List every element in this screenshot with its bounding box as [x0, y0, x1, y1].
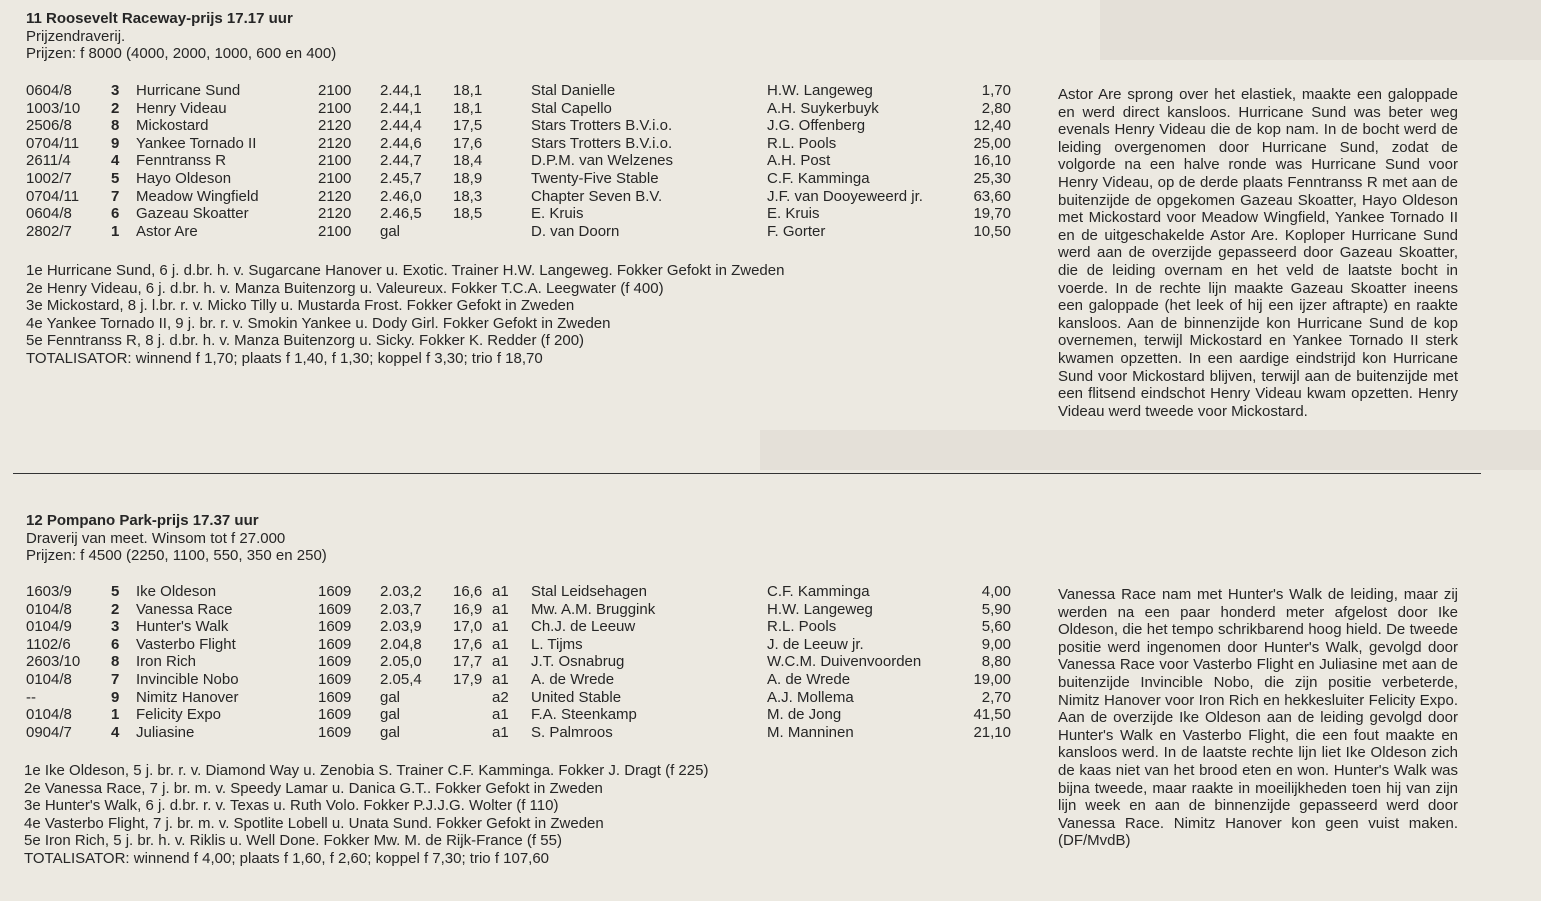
km-time: 17,6: [453, 635, 483, 653]
start-number: 9: [111, 134, 120, 152]
driver-name: A. de Wrede: [767, 671, 851, 688]
form-column: 0104/8: [26, 671, 72, 688]
race-title: 11 Roosevelt Raceway-prijs 17.17 uur: [26, 10, 293, 27]
driver-name: R.L. Pools: [767, 134, 837, 152]
result-row: [26, 706, 1026, 724]
result-row: [26, 82, 1026, 100]
result-row: [26, 671, 1026, 689]
result-row: [26, 689, 1026, 707]
owner-name: D. van Doorn: [531, 222, 620, 240]
horse-name: Henry Videau: [136, 99, 227, 117]
race-11-details: [26, 262, 784, 367]
class: a1: [492, 706, 509, 724]
odds: 19,00: [973, 671, 1011, 688]
form-column: 1102/6: [26, 635, 71, 653]
km-time: 16,6: [453, 583, 483, 600]
finish-time: 2.03,2: [380, 583, 422, 600]
distance: 2120: [318, 134, 352, 152]
race-subtitle: Draverij van meet. Winsom tot f 27.000: [26, 530, 286, 547]
owner-name: Stal Danielle: [531, 82, 616, 99]
start-number: 9: [111, 688, 120, 706]
form-column: 0604/8: [26, 205, 72, 223]
driver-name: M. Manninen: [767, 723, 854, 741]
odds: 12,40: [973, 117, 1011, 135]
placing-detail: 4e Yankee Tornado II, 9 j. br. r. v. Smokin Yankee u. Dody Girl. Fokker Gefokt in Zweden: [26, 314, 611, 332]
class: a1: [492, 653, 509, 671]
start-number: 6: [111, 635, 120, 653]
placing-detail: 1e Ike Oldeson, 5 j. br. r. v. Diamond Way u. Zenobia S. Trainer C.F. Kamminga. Fokker J. Dragt (f 225): [24, 762, 709, 779]
result-row: [26, 583, 1026, 601]
race-12-section: [26, 512, 1526, 564]
form-column: 2611/4: [26, 152, 71, 170]
start-number: 1: [111, 222, 120, 240]
form-column: 0104/9: [26, 618, 72, 636]
km-time: 18,1: [453, 82, 483, 99]
placing-detail: 5e Iron Rich, 5 j. br. h. v. Riklis u. Well Done. Fokker Mw. M. de Rijk-France (f 55): [24, 832, 562, 849]
form-column: 1003/10: [26, 99, 81, 117]
race-prizes: Prijzen: f 8000 (4000, 2000, 1000, 600 en 400): [26, 45, 337, 62]
form-column: 0904/7: [26, 723, 72, 741]
page-bleed-through: [760, 430, 1541, 470]
start-number: 2: [111, 600, 120, 618]
km-time: 18,5: [453, 205, 483, 223]
result-row: [26, 223, 1026, 241]
finish-time: 2.44,1: [380, 99, 422, 117]
horse-name: Mickostard: [136, 117, 209, 135]
owner-name: United Stable: [531, 688, 622, 706]
placing-detail: 2e Vanessa Race, 7 j. br. m. v. Speedy Lamar u. Danica G.T.. Fokker Gefokt in Zweden: [24, 779, 603, 797]
horse-name: Ike Oldeson: [136, 583, 217, 600]
finish-time: gal: [380, 723, 401, 741]
form-column: 0604/8: [26, 82, 72, 99]
race-subtitle: Prijzendraverij.: [26, 28, 126, 45]
driver-name: A.H. Post: [767, 152, 831, 170]
finish-time: 2.05,4: [380, 671, 422, 688]
driver-name: A.J. Mollema: [767, 688, 854, 706]
distance: 2100: [318, 222, 352, 240]
form-column: 0704/11: [26, 187, 80, 205]
placing-detail: 2e Henry Videau, 6 j. d.br. h. v. Manza Buitenzorg u. Valeureux. Fokker T.C.A. Leegwater (f 400): [26, 279, 664, 297]
horse-name: Invincible Nobo: [136, 671, 239, 688]
owner-name: S. Palmroos: [531, 723, 613, 741]
start-number: 8: [111, 653, 120, 671]
driver-name: J. de Leeuw jr.: [767, 635, 864, 653]
driver-name: J.G. Offenberg: [767, 117, 866, 135]
placing-detail: 3e Hunter's Walk, 6 j. d.br. r. v. Texas u. Ruth Volo. Fokker P.J.J.G. Wolter (f 110): [24, 797, 559, 814]
finish-time: 2.03,9: [380, 618, 422, 636]
placing-detail: 5e Fenntranss R, 8 j. d.br. h. v. Manza Buitenzorg u. Sicky. Fokker K. Redder (f 200): [26, 332, 585, 349]
distance: 1609: [318, 583, 352, 600]
odds: 2,70: [981, 688, 1011, 706]
placing-detail: 3e Mickostard, 8 j. l.br. r. v. Micko Tilly u. Mustarda Frost. Fokker Gefokt in Zweden: [26, 297, 575, 314]
owner-name: F.A. Steenkamp: [531, 706, 637, 724]
driver-name: J.F. van Dooyeweerd jr.: [767, 187, 923, 205]
result-row: [26, 100, 1026, 118]
driver-name: W.C.M. Duivenvoorden: [767, 653, 922, 671]
horse-name: Vasterbo Flight: [136, 635, 236, 653]
km-time: 17,5: [453, 117, 483, 135]
km-time: 17,0: [453, 618, 483, 636]
km-time: 18,4: [453, 152, 483, 170]
race-title: 12 Pompano Park-prijs 17.37 uur: [26, 512, 259, 529]
result-row: [26, 117, 1026, 135]
odds: 8,80: [981, 653, 1011, 671]
placing-detail: 4e Vasterbo Flight, 7 j. br. m. v. Spotlite Lobell u. Unata Sund. Fokker Gefokt in Zweden: [24, 814, 604, 832]
class: a1: [492, 723, 509, 741]
race-11-report: Astor Are sprong over het elastiek, maakte een galoppade en werd direct kansloos. Hurricane Sund was beter weg evenals Henry Videau die de kop nam. In de bocht werd de leiding overgenomen door Hurricane Sund, zodat de volgorde na een halve ronde was Hurricane Sund voor Henry Videau, op de derde plaats Fenntranss R met aan de buitenzijde de opgekomen Gazeau Skoatter, Hayo Oldeson met Mickostard voor Meadow Wingfield, Yankee Tornado II en de uitgeschakelde Astor Are. Koploper Hurricane Sund werd aan de overzijde gepasseerd door Gazeau Skoatter, die de leiding overnam en het veld de laatste bocht in voerde. In de rechte lijn maakte Gazeau Skoatter ineens een galoppade (het leek of hij een ijzer aftrapte) en raakte kansloos. Aan de binnenzijde kon Hurricane Sund de kop overnemen, terwijl Mickostard en Yankee Tornado II sterk kwamen opzetten. In een aardige eindstrijd kon Hurricane Sund voor Mickostard blijven, terwijl aan de buitenzijde met een flitsend eindschot Henry Videau kwam opzetten. Henry Videau werd tweede voor Mickostard.: [1058, 86, 1458, 420]
form-column: 2802/7: [26, 222, 72, 240]
start-number: 6: [111, 205, 120, 223]
owner-name: E. Kruis: [531, 205, 584, 223]
class: a1: [492, 671, 509, 688]
race-11-section: [26, 10, 1526, 62]
form-column: 2603/10: [26, 653, 81, 671]
odds: 41,50: [973, 706, 1011, 724]
horse-name: Gazeau Skoatter: [136, 205, 249, 223]
owner-name: A. de Wrede: [531, 671, 615, 688]
form-column: 1603/9: [26, 583, 72, 600]
distance: 2120: [318, 205, 352, 223]
result-row: [26, 618, 1026, 636]
distance: 2120: [318, 187, 352, 205]
section-divider: [13, 473, 1481, 474]
driver-name: F. Gorter: [767, 222, 826, 240]
horse-name: Vanessa Race: [136, 600, 233, 618]
start-number: 7: [111, 671, 120, 688]
driver-name: C.F. Kamminga: [767, 170, 870, 187]
distance: 2100: [318, 99, 352, 117]
distance: 1609: [318, 688, 352, 706]
race-12-report: Vanessa Race nam met Hunter's Walk de leiding, maar zij werden na een paar honderd meter afgelost door Ike Oldeson, die het tempo schrikbarend hoog hield. De tweede positie werd ingenomen door Hunter's Walk, gevolgd door Vanessa Race voor Vasterbo Flight en Juliasine met aan de buitenzijde Invincible Nobo, die zijn positie verbeterde, Nimitz Hanover voor Iron Rich en hekkesluiter Felicity Expo. Aan de overzijde Ike Oldeson aan de leiding gevolgd door Hunter's Walk en Vasterbo Flight, die een fout maakte en kansloos werd. In de laatste rechte lijn liet Ike Oldeson zich de kaas niet van het brood eten en won. Hunter's Walk was bijna tweede, maar raakte in moeilijkheden toen hij van zijn lijn week en aan de binnenzijde gepasseerd werd door Vanessa Race. Nimitz Hanover kon geen vuist maken. (DF/MvdB): [1058, 586, 1458, 850]
horse-name: Iron Rich: [136, 653, 197, 671]
start-number: 4: [111, 723, 120, 741]
odds: 5,60: [981, 618, 1011, 636]
horse-name: Hunter's Walk: [136, 618, 229, 636]
driver-name: H.W. Langeweg: [767, 600, 873, 618]
driver-name: M. de Jong: [767, 706, 842, 724]
finish-time: 2.46,5: [380, 205, 422, 223]
race-12-details: [24, 762, 708, 867]
distance: 2100: [318, 82, 352, 99]
start-number: 5: [111, 583, 120, 600]
form-column: 1002/7: [26, 170, 72, 187]
odds: 2,80: [981, 99, 1011, 117]
class: a2: [492, 688, 509, 706]
km-time: 18,9: [453, 170, 483, 187]
result-row: [26, 205, 1026, 223]
km-time: 17,9: [453, 671, 483, 688]
finish-time: 2.04,8: [380, 635, 422, 653]
horse-name: Fenntranss R: [136, 152, 227, 170]
horse-name: Yankee Tornado II: [136, 134, 257, 152]
form-column: --: [26, 688, 36, 706]
finish-time: 2.44,7: [380, 152, 422, 170]
driver-name: E. Kruis: [767, 205, 820, 223]
finish-time: 2.03,7: [380, 600, 422, 618]
distance: 1609: [318, 671, 352, 688]
start-number: 1: [111, 706, 120, 724]
start-number: 5: [111, 170, 120, 187]
totalisator-line: TOTALISATOR: winnend f 1,70; plaats f 1,40, f 1,30; koppel f 3,30; trio f 18,70: [26, 349, 543, 367]
owner-name: Chapter Seven B.V.: [531, 187, 663, 205]
result-row: [26, 601, 1026, 619]
owner-name: D.P.M. van Welzenes: [531, 152, 674, 170]
distance: 2100: [318, 152, 352, 170]
owner-name: Stars Trotters B.V.i.o.: [531, 117, 673, 135]
odds: 19,70: [973, 205, 1011, 223]
owner-name: Ch.J. de Leeuw: [531, 618, 636, 636]
finish-time: 2.05,0: [380, 653, 422, 671]
driver-name: C.F. Kamminga: [767, 583, 870, 600]
odds: 21,10: [973, 723, 1011, 741]
driver-name: H.W. Langeweg: [767, 82, 873, 99]
horse-name: Juliasine: [136, 723, 195, 741]
result-row: [26, 636, 1026, 654]
odds: 1,70: [981, 82, 1011, 99]
distance: 1609: [318, 653, 352, 671]
odds: 25,30: [973, 170, 1011, 187]
driver-name: A.H. Suykerbuyk: [767, 99, 879, 117]
owner-name: Twenty-Five Stable: [531, 170, 659, 187]
start-number: 3: [111, 618, 120, 636]
odds: 9,00: [981, 635, 1011, 653]
class: a1: [492, 635, 509, 653]
race-prizes: Prijzen: f 4500 (2250, 1100, 550, 350 en 250): [26, 547, 327, 564]
distance: 1609: [318, 706, 352, 724]
km-time: 17,7: [453, 653, 483, 671]
distance: 1609: [318, 600, 352, 618]
owner-name: Stal Leidsehagen: [531, 583, 647, 600]
owner-name: Stars Trotters B.V.i.o.: [531, 134, 673, 152]
finish-time: gal: [380, 706, 401, 724]
distance: 1609: [318, 618, 352, 636]
result-row: [26, 653, 1026, 671]
km-time: 18,3: [453, 187, 483, 205]
start-number: 7: [111, 187, 120, 205]
owner-name: J.T. Osnabrug: [531, 653, 625, 671]
start-number: 2: [111, 99, 120, 117]
start-number: 8: [111, 117, 120, 135]
result-row: [26, 170, 1026, 188]
class: a1: [492, 583, 509, 600]
km-time: 18,1: [453, 99, 483, 117]
km-time: 16,9: [453, 600, 483, 618]
owner-name: L. Tijms: [531, 635, 583, 653]
finish-time: 2.46,0: [380, 187, 422, 205]
start-number: 4: [111, 152, 120, 170]
result-row: [26, 724, 1026, 742]
form-column: 0104/8: [26, 600, 72, 618]
placing-detail: 1e Hurricane Sund, 6 j. d.br. h. v. Sugarcane Hanover u. Exotic. Trainer H.W. Langeweg. Fokker Gefokt in Zweden: [26, 262, 785, 279]
totalisator-line: TOTALISATOR: winnend f 4,00; plaats f 1,60, f 2,60; koppel f 7,30; trio f 107,60: [24, 849, 550, 867]
form-column: 0704/11: [26, 134, 80, 152]
result-row: [26, 135, 1026, 153]
finish-time: gal: [380, 688, 401, 706]
odds: 63,60: [973, 187, 1011, 205]
finish-time: gal: [380, 222, 401, 240]
start-number: 3: [111, 82, 120, 99]
horse-name: Hurricane Sund: [136, 82, 241, 99]
horse-name: Meadow Wingfield: [136, 187, 259, 205]
class: a1: [492, 618, 509, 636]
finish-time: 2.44,6: [380, 134, 422, 152]
km-time: 17,6: [453, 134, 483, 152]
result-row: [26, 188, 1026, 206]
owner-name: Stal Capello: [531, 99, 612, 117]
odds: 4,00: [981, 583, 1011, 600]
horse-name: Felicity Expo: [136, 706, 222, 724]
form-column: 2506/8: [26, 117, 72, 135]
result-row: [26, 152, 1026, 170]
horse-name: Hayo Oldeson: [136, 170, 232, 187]
owner-name: Mw. A.M. Bruggink: [531, 600, 656, 618]
form-column: 0104/8: [26, 706, 72, 724]
odds: 10,50: [973, 222, 1011, 240]
horse-name: Nimitz Hanover: [136, 688, 239, 706]
odds: 25,00: [973, 134, 1011, 152]
distance: 2100: [318, 170, 352, 187]
odds: 5,90: [981, 600, 1011, 618]
distance: 1609: [318, 723, 352, 741]
finish-time: 2.45,7: [380, 170, 422, 187]
driver-name: R.L. Pools: [767, 618, 837, 636]
finish-time: 2.44,4: [380, 117, 422, 135]
horse-name: Astor Are: [136, 222, 198, 240]
finish-time: 2.44,1: [380, 82, 422, 99]
class: a1: [492, 600, 509, 618]
distance: 2120: [318, 117, 352, 135]
distance: 1609: [318, 635, 352, 653]
odds: 16,10: [973, 152, 1011, 170]
